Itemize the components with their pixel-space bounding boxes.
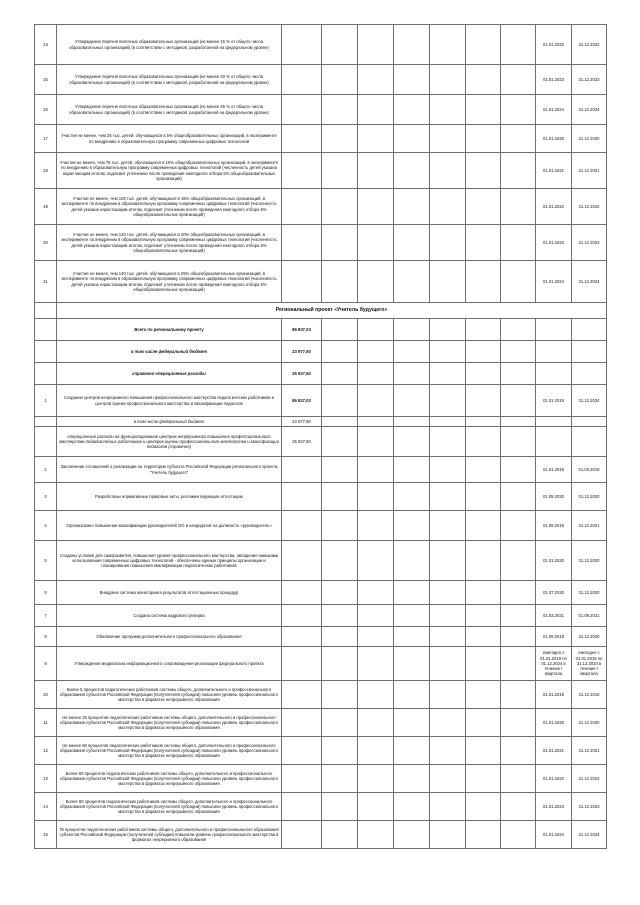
row-description: в том числе федеральный бюджет — [57, 417, 282, 427]
section-title: Региональный проект «Учитель будущего» — [57, 303, 607, 319]
table-row — [35, 737, 607, 765]
end-date: 31.12.2020 — [572, 709, 607, 737]
row-description: Не менее 25 процентов педагогических работников системы общего, дополнительного и профессионального образования субъектов Российской Федерации (получателей субсидии) повысили уровень профессионального мастерства в форматах непрерывного образования — [57, 709, 282, 737]
end-date: 01.09.2021 — [572, 605, 607, 627]
start-date: 01.01.2022 — [536, 765, 572, 793]
start-date: 01.07.2020 — [536, 581, 572, 605]
row-description: Не менее 50 процентов педагогических работников системы общего, дополнительного и профессионального образования субъектов Российской Федерации (получателей субсидии) повысили уровень профессионального мастерства в форматах непрерывного образования — [57, 737, 282, 765]
total-value: 23 977,60 — [282, 341, 322, 363]
table-row — [35, 189, 607, 225]
end-date: 31.12.2022 — [572, 765, 607, 793]
section-marker: . — [35, 303, 57, 319]
total-label: в том числе федеральный бюджет — [57, 341, 282, 363]
end-date: 31.12.2022 — [572, 189, 607, 225]
total-label: Всего по региональному проекту — [57, 319, 282, 341]
table-row — [35, 511, 607, 541]
row-number: 6 — [35, 581, 57, 605]
table-row — [35, 627, 607, 647]
totals-row — [35, 319, 607, 341]
row-value: 35 927,60 — [282, 427, 322, 457]
start-date: 01.01.2020 — [536, 709, 572, 737]
table-row — [35, 821, 607, 849]
row-number: 21 — [35, 261, 57, 303]
row-description: Создана система кадрового резерва — [57, 605, 282, 627]
start-date: 01.01.2023 — [536, 225, 572, 261]
totals-row — [35, 341, 607, 363]
row-description: Более 5 процентов педагогических работников системы общего, дополнительного и профессионального образования субъектов Российской Федерации (получателей субсидии) повысили уровень профессионального мастерства в форматах непрерывного образования — [57, 681, 282, 709]
table-row — [35, 541, 607, 581]
end-date: 31.12.2024 — [572, 385, 607, 417]
table-row — [35, 605, 607, 627]
row-number: 17 — [35, 125, 57, 153]
end-date: 31.12.2021 — [572, 737, 607, 765]
row-description: 75 процентов педагогических работников системы общего, дополнительного и профессионального образования субъектов Российской Федерации (получателей субсидии) повысили уровень профессионального мастерства в форматах непрерывного образования — [57, 821, 282, 849]
end-date: 31.12.2023 — [572, 793, 607, 821]
start-date: 01.01.2020 — [536, 125, 572, 153]
row-description: Организовано повышение квалификации руководителей ОО и кандидатов на должность «руководитель» — [57, 511, 282, 541]
end-date: 31.12.2024 — [572, 261, 607, 303]
start-date: 01.01.2022 — [536, 189, 572, 225]
row-number: 4 — [35, 511, 57, 541]
project-table — [34, 24, 607, 849]
row-number: 3 — [35, 483, 57, 511]
total-label: справочно операционные расходы — [57, 363, 282, 385]
row-description: Более 60 процентов педагогических работников системы общего, дополнительного и профессионального образования субъектов Российской Федерации (получателей субсидии) повысили уровень профессионального мастерства в форматах непрерывного образования — [57, 765, 282, 793]
row-description: Обновление программ дополнительного профессионального образования — [57, 627, 282, 647]
row-description: Утверждение медиаплана информационного сопровождения реализации федерального проекта — [57, 647, 282, 681]
row-number: 18 — [35, 153, 57, 189]
table-row — [35, 417, 607, 427]
row-number: 9 — [35, 647, 57, 681]
row-description: Утверждение перечня пилотных образовательных организаций (не менее 20 % от общего числа образовательных организаций) (в соответствии с методикой, разработанной на федеральном уровне) — [57, 65, 282, 95]
start-date: 01.01.2022 — [536, 25, 572, 65]
start-date: 01.01.2023 — [536, 65, 572, 95]
row-number: 20 — [35, 225, 57, 261]
row-description: Участие не менее, чем 25 тыс. детей, обучающихся в 5% общеобразовательных организаций, в эксперименте по внедрению в образовательную программу современных цифровых технологий — [57, 125, 282, 153]
start-date: 01.03.2021 — [536, 605, 572, 627]
row-number: 1 — [35, 385, 57, 417]
row-description: Созданы условия для саморазвития, повышения уровня профессионального мастерства, овладения навыками использования современных цифровых технологий - обеспечены единые принципы организации и планирования повышения квалификации педагогических работников — [57, 541, 282, 581]
end-date: 31.12.2020 — [572, 541, 607, 581]
end-date: 31.12.2021 — [572, 511, 607, 541]
row-number: 13 — [35, 765, 57, 793]
row-number: 11 — [35, 709, 57, 737]
start-date: 01.09.2019 — [536, 511, 572, 541]
row-description: Заключение соглашений о реализации на территории субъекта Российской Федерации регионального проекта "Учитель будущего" — [57, 457, 282, 483]
start-date: 01.01.2024 — [536, 821, 572, 849]
table-row — [35, 125, 607, 153]
end-date: 31.12.2023 — [572, 225, 607, 261]
end-date: 31.12.2021 — [572, 153, 607, 189]
row-number: 19 — [35, 189, 57, 225]
row-value: 86 837,03 — [282, 385, 322, 417]
end-date: 31.12.2020 — [572, 581, 607, 605]
row-description: Разработаны нормативные правовые акты, регламентирующие аттестацию — [57, 483, 282, 511]
start-date: 01.09.2019 — [536, 627, 572, 647]
section-row — [35, 303, 607, 319]
start-date: 01.01.2020 — [536, 541, 572, 581]
table-row — [35, 765, 607, 793]
table-row — [35, 457, 607, 483]
end-date: 31.12.2024 — [572, 821, 607, 849]
end-date: 01.12.2020 — [572, 483, 607, 511]
table-row — [35, 483, 607, 511]
start-date: ежегодно с 01.01.2019 по 01.12.2024 в течение I квартала — [536, 647, 572, 681]
table-row — [35, 709, 607, 737]
row-number: 14 — [35, 25, 57, 65]
table-row — [35, 153, 607, 189]
row-description: Создание центров непрерывного повышения профессионального мастерства педагогических работников и центров оценки профессионального мастерства и квалификации педагогов — [57, 385, 282, 417]
row-description: Участие не менее, чем 140 тыс. детей, обучающихся в 25% общеобразовательных организаций, в эксперименте по внедрению в образовательную программу современных цифровых технологий (численность детей указана нарастающим итогом, подлежит уточнению после проведения ежегодного отбора 5% общеобразовательных организаций) — [57, 261, 282, 303]
table-row — [35, 647, 607, 681]
table-row — [35, 681, 607, 709]
start-date: 01.01.2021 — [536, 737, 572, 765]
row-description: Утверждение перечня пилотных образовательных организаций (не менее 25 % от общего числа образовательных организаций) (в соответствии с методикой, разработанной на федеральном уровне) — [57, 95, 282, 125]
table-row — [35, 427, 607, 457]
end-date: 31.12.2023 — [572, 65, 607, 95]
row-number: 7 — [35, 605, 57, 627]
row-description: Более 60 процентов педагогических работников системы общего, дополнительного и профессионального образования субъектов Российской Федерации (получателей субсидии) повысили уровень профессионального мастерства в форматах непрерывного образования — [57, 793, 282, 821]
row-description: Участие не менее, чем 120 тыс. детей, обучающихся в 20% общеобразовательных организаций, в эксперименте по внедрению в образовательную программу современных цифровых технологий (численность детей указана нарастающим итогом, подлежит уточнению после проведения ежегодного отбора 5% общеобразовательных организаций) — [57, 225, 282, 261]
totals-row — [35, 363, 607, 385]
row-description: Участие не менее, чем 100 тыс. детей, обучающихся в 15% общеобразовательных организаций, в эксперименте по внедрению в образовательную программу современных цифровых технологий (численность детей указана нарастающим итогом, подлежит уточнению после проведения ежегодного отбора 5% общеобразовательных организаций) — [57, 189, 282, 225]
row-number: 15 — [35, 821, 57, 849]
table-row — [35, 261, 607, 303]
row-description: операционные расходы на функционирование центров непрерывного повышения профессионального мастерства педагогических работников и центров оценки профессионального мастерства и квалификации педагогов (справочно) — [57, 427, 282, 457]
row-number: 12 — [35, 737, 57, 765]
row-number: 5 — [35, 541, 57, 581]
table-row — [35, 385, 607, 417]
row-number: 14 — [35, 793, 57, 821]
table-row — [35, 793, 607, 821]
row-description: Участие не менее, чем 75 тыс. детей, обучающихся в 10% общеобразовательных организаций, в эксперименте по внедрению в образовательную программу современных цифровых технологий (численность детей указана нарастающим итогом, подлежит уточнению после проведения ежегодного отбора 5% общеобразовательных организаций) — [57, 153, 282, 189]
start-date: 01.01.2024 — [536, 261, 572, 303]
table-row — [35, 581, 607, 605]
end-date: 31.12.2020 — [572, 627, 607, 647]
end-date: 31.12.2024 — [572, 95, 607, 125]
end-date: 01.03.2019 — [572, 457, 607, 483]
start-date: 01.01.2024 — [536, 95, 572, 125]
row-number: 8 — [35, 627, 57, 647]
table-row — [35, 65, 607, 95]
table-row — [35, 25, 607, 65]
start-date: 01.01.2021 — [536, 153, 572, 189]
end-date: 31.12.2019 — [572, 681, 607, 709]
row-description: Внедрена система мониторинга результатов аттестационных процедур — [57, 581, 282, 605]
row-number: 2 — [35, 457, 57, 483]
total-value: 35 927,60 — [282, 363, 322, 385]
table-row — [35, 225, 607, 261]
start-date: 01.01.2019 — [536, 457, 572, 483]
start-date: 01.01.2019 — [536, 385, 572, 417]
row-number: 16 — [35, 95, 57, 125]
row-number: 15 — [35, 65, 57, 95]
end-date: 31.12.2020 — [572, 125, 607, 153]
total-value: 86 837,03 — [282, 319, 322, 341]
row-value: 23 977,60 — [282, 417, 322, 427]
start-date: 01.01.2023 — [536, 793, 572, 821]
row-number: 10 — [35, 681, 57, 709]
start-date: 01.05.2020 — [536, 483, 572, 511]
table-row — [35, 95, 607, 125]
row-description: Утверждение перечня пилотных образовательных организаций (не менее 15 % от общего числа образовательных организаций) (в соответствии с методикой, разработанной на федеральном уровне) — [57, 25, 282, 65]
end-date: ежегодно с 01.01.2019 по 31.12.2024 в течение I квартала — [572, 647, 607, 681]
end-date: 31.12.2022 — [572, 25, 607, 65]
start-date: 01.01.2019 — [536, 681, 572, 709]
